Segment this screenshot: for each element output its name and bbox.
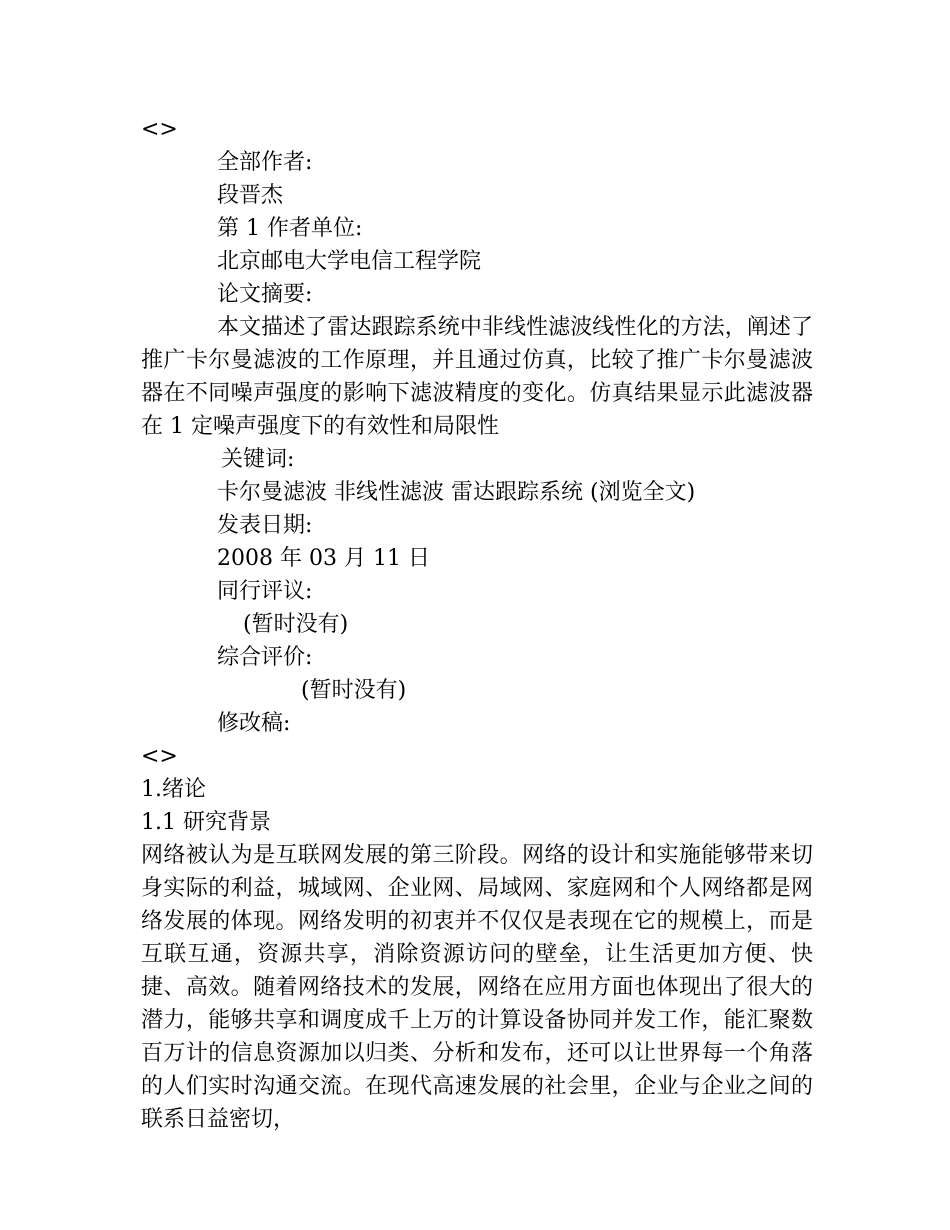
section-heading: 1.1 研究背景 [141,810,271,835]
marker-bottom: <> [141,744,178,769]
authors-label: 全部作者: [217,150,313,175]
overall-eval-label: 综合评价: [217,645,313,670]
peer-review-label: 同行评议: [217,579,313,604]
revision-label: 修改稿: [217,711,291,736]
abstract-label: 论文摘要: [217,282,313,307]
authors-value: 段晋杰 [217,183,284,208]
abstract-text: 本文描述了雷达跟踪系统中非线性滤波线性化的方法，阐述了推广卡尔曼滤波的工作原理，并且通过仿真，比较了推广卡尔曼滤波器在不同噪声强度的影响下滤波精度的变化。仿真结果显示此滤波器在 1 定噪声强度下的有效性和局限性 [141,315,813,439]
body-paragraph: 网络被认为是互联网发展的第三阶段。网络的设计和实施能够带来切身实际的利益，城域网、企业网、局域网、家庭网和个人网络都是网络发展的体现。网络发明的初衷并不仅仅是表现在它的规模上，而是互联互通，资源共享，消除资源访问的壁垒，让生活更加方便、快捷、高效。随着网络技术的发展，网络在应用方面也体现出了很大的潜力，能够共享和调度成千上万的计算设备协同并发工作，能汇聚数百万计的信息资源加以归类、分析和发布，还可以让世界每一个角落的人们实时沟通交流。在现代高速发展的社会里，企业与企业之间的联系日益密切， [141,843,813,1132]
date-value: 2008 年 03 月 11 日 [217,546,430,571]
affiliation-label: 第 1 作者单位: [217,216,363,241]
marker-top: <> [141,117,178,142]
overall-eval-value: (暂时没有) [301,678,407,703]
chapter-heading: 1.绪论 [141,777,206,802]
peer-review-value: (暂时没有) [243,612,349,637]
affiliation-value: 北京邮电大学电信工程学院 [217,249,482,274]
document-page [141,113,813,1136]
keywords-value: 卡尔曼滤波 非线性滤波 雷达跟踪系统 (浏览全文) [217,480,696,505]
keywords-label: 关键词: [221,447,295,472]
date-label: 发表日期: [217,513,313,538]
